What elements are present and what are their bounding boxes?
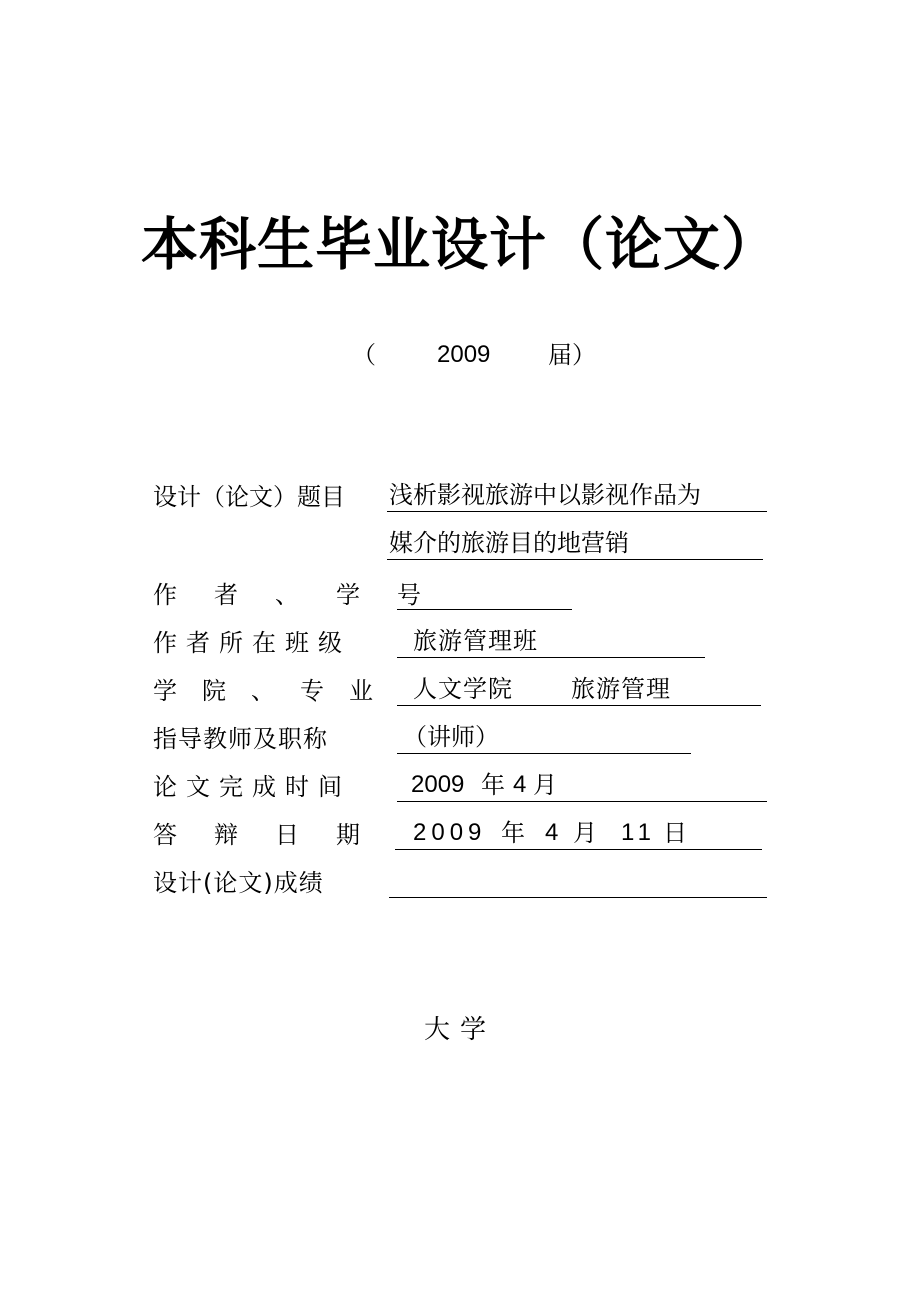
topic-line2-field[interactable] <box>387 527 763 560</box>
department-major: 旅游管理 <box>571 675 671 703</box>
advisor-value: （讲师） <box>403 723 499 751</box>
defense-month-unit: 月 <box>573 819 597 847</box>
defense-field[interactable] <box>395 817 762 850</box>
grade-label: 设计(论文)成绩 <box>153 869 324 897</box>
author-row <box>153 577 773 613</box>
topic-label: 设计（论文）题目 <box>153 483 345 511</box>
advisor-field[interactable] <box>397 721 691 754</box>
author-label-text: 作者、学号 <box>153 581 458 609</box>
defense-row <box>153 817 773 853</box>
class-row <box>153 625 773 661</box>
class-field[interactable] <box>397 625 705 658</box>
department-college: 人文学院 <box>413 675 513 703</box>
page-title: 本科生毕业设计（论文） <box>141 212 779 278</box>
class-value: 旅游管理班 <box>413 627 538 655</box>
completion-month: 4 <box>513 771 527 798</box>
defense-year: 2009 <box>413 819 487 846</box>
grade-field[interactable] <box>389 865 767 898</box>
completion-year: 2009 <box>411 771 465 798</box>
graduation-year <box>0 340 920 370</box>
advisor-label: 指导教师及职称 <box>153 725 328 753</box>
year-open-paren: （ <box>352 341 376 369</box>
topic-line1: 浅析影视旅游中以影视作品为 <box>389 481 701 509</box>
class-label: 作者所在班级 <box>153 629 351 657</box>
completion-row <box>153 769 773 805</box>
completion-year-unit: 年 <box>481 771 505 799</box>
advisor-row <box>153 721 773 757</box>
department-field[interactable] <box>397 673 761 706</box>
grade-row <box>153 865 773 901</box>
defense-day-unit: 日 <box>663 819 687 847</box>
topic-line2: 媒介的旅游目的地营销 <box>389 529 629 557</box>
completion-field[interactable] <box>397 769 767 802</box>
defense-month: 4 <box>545 819 559 846</box>
author-field[interactable] <box>397 577 572 610</box>
topic-row <box>153 479 773 515</box>
defense-year-unit: 年 <box>501 819 525 847</box>
topic-row-2 <box>153 527 773 563</box>
defense-day: 11 <box>621 819 656 846</box>
year-suffix: 届） <box>548 341 596 369</box>
topic-line1-field[interactable] <box>387 479 767 512</box>
completion-label: 论文完成时间 <box>153 773 351 801</box>
defense-label: 答辩日期 <box>153 821 397 849</box>
department-row <box>153 673 773 709</box>
year-value: 2009 <box>437 341 491 368</box>
author-label <box>153 577 458 613</box>
completion-month-unit: 月 <box>533 771 557 799</box>
department-label: 学院、专业 <box>153 677 398 705</box>
university-name: 大学 <box>423 1015 496 1045</box>
